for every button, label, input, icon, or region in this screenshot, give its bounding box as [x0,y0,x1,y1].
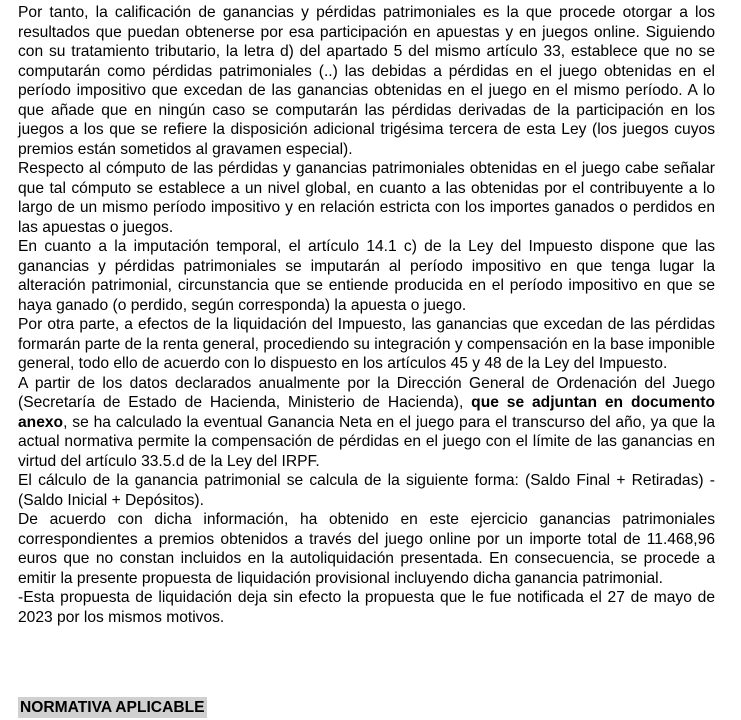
section-heading-normativa: NORMATIVA APLICABLE [20,699,205,716]
document-body [18,3,715,627]
paragraph-calculo: El cálculo de la ganancia patrimonial se calcula de la siguiente forma: (Saldo Final + Retiradas) - (Saldo Inicial + Depósitos). [18,472,715,509]
paragraph-ganancias-obtenidas: De acuerdo con dicha información, ha obtenido en este ejercicio ganancias patrimoniales correspondientes a premios obtenidos a través del juego online por un importe total de 11.468,96 euros que no constan incluidos en la autoliquidación presentada. En consecuencia, se procede a emitir la presente propuesta de liquidación provisional incluyendo dicha ganancia patrimonial. [18,511,715,587]
paragraph-imputacion: En cuanto a la imputación temporal, el artículo 14.1 c) de la Ley del Impuesto dispone que las ganancias y pérdidas patrimoniales se imputarán al período impositivo en que tenga lugar la alteración patrimonial, circunstancia que se entiende producida en el período impositivo en que se haya ganado (o perdido, según corresponda) la apuesta o juego. [18,238,715,314]
paragraph-computo: Respecto al cómputo de las pérdidas y ganancias patrimoniales obtenidas en el juego cabe señalar que tal cómputo se establece a un nivel global, en cuanto a las obtenidas por el contribuyente a lo largo de un mismo período impositivo y en relación estricta con los importes ganados o perdidos en las apuestas o juegos. [18,160,715,236]
paragraph-datos-declarados [18,374,715,472]
paragraph-text: , se ha calculado la eventual Ganancia Neta en el juego para el transcurso del año, ya que la actual normativa permite la compensación de pérdidas en el juego con el límite de las ganancias en virtud del artículo 33.5.d de la Ley del IRPF. [18,413,715,470]
paragraph-calificacion: Por tanto, la calificación de ganancias y pérdidas patrimoniales es la que procede otorgar a los resultados que puedan obtenerse por esa participación en apuestas y en juegos online. Siguiendo con su tratamiento tributario, la letra d) del apartado 5 del mismo artículo 33, establece que no se computarán como pérdidas patrimoniales (..) las debidas a pérdidas en el juego obtenidas en el período impositivo que excedan de las ganancias obtenidas en el juego en el mismo período. A lo que añade que en ningún caso se computarán las pérdidas derivadas de la participación en los juegos a los que se refiere la disposición adicional trigésima tercera de esta Ley (los juegos cuyos premios están sometidos al gravamen especial). [18,4,715,158]
paragraph-text: A partir de los datos declarados anualmente por la Dirección General de Ordenación del Juego (Secretaría de Estado de Hacienda, Ministerio de Hacienda), [18,374,715,411]
paragraph-propuesta-sin-efecto: -Esta propuesta de liquidación deja sin efecto la propuesta que le fue notificada el 27 de mayo de 2023 por los mismos motivos. [18,589,715,626]
paragraph-liquidacion: Por otra parte, a efectos de la liquidación del Impuesto, las ganancias que excedan de las pérdidas formarán parte de la renta general, procediendo su integración y compensación en la base imponible general, todo ello de acuerdo con lo dispuesto en los artículos 45 y 48 de la Ley del Impuesto. [18,316,715,372]
bold-anexo-text: que se adjuntan en documento anexo [18,394,715,431]
